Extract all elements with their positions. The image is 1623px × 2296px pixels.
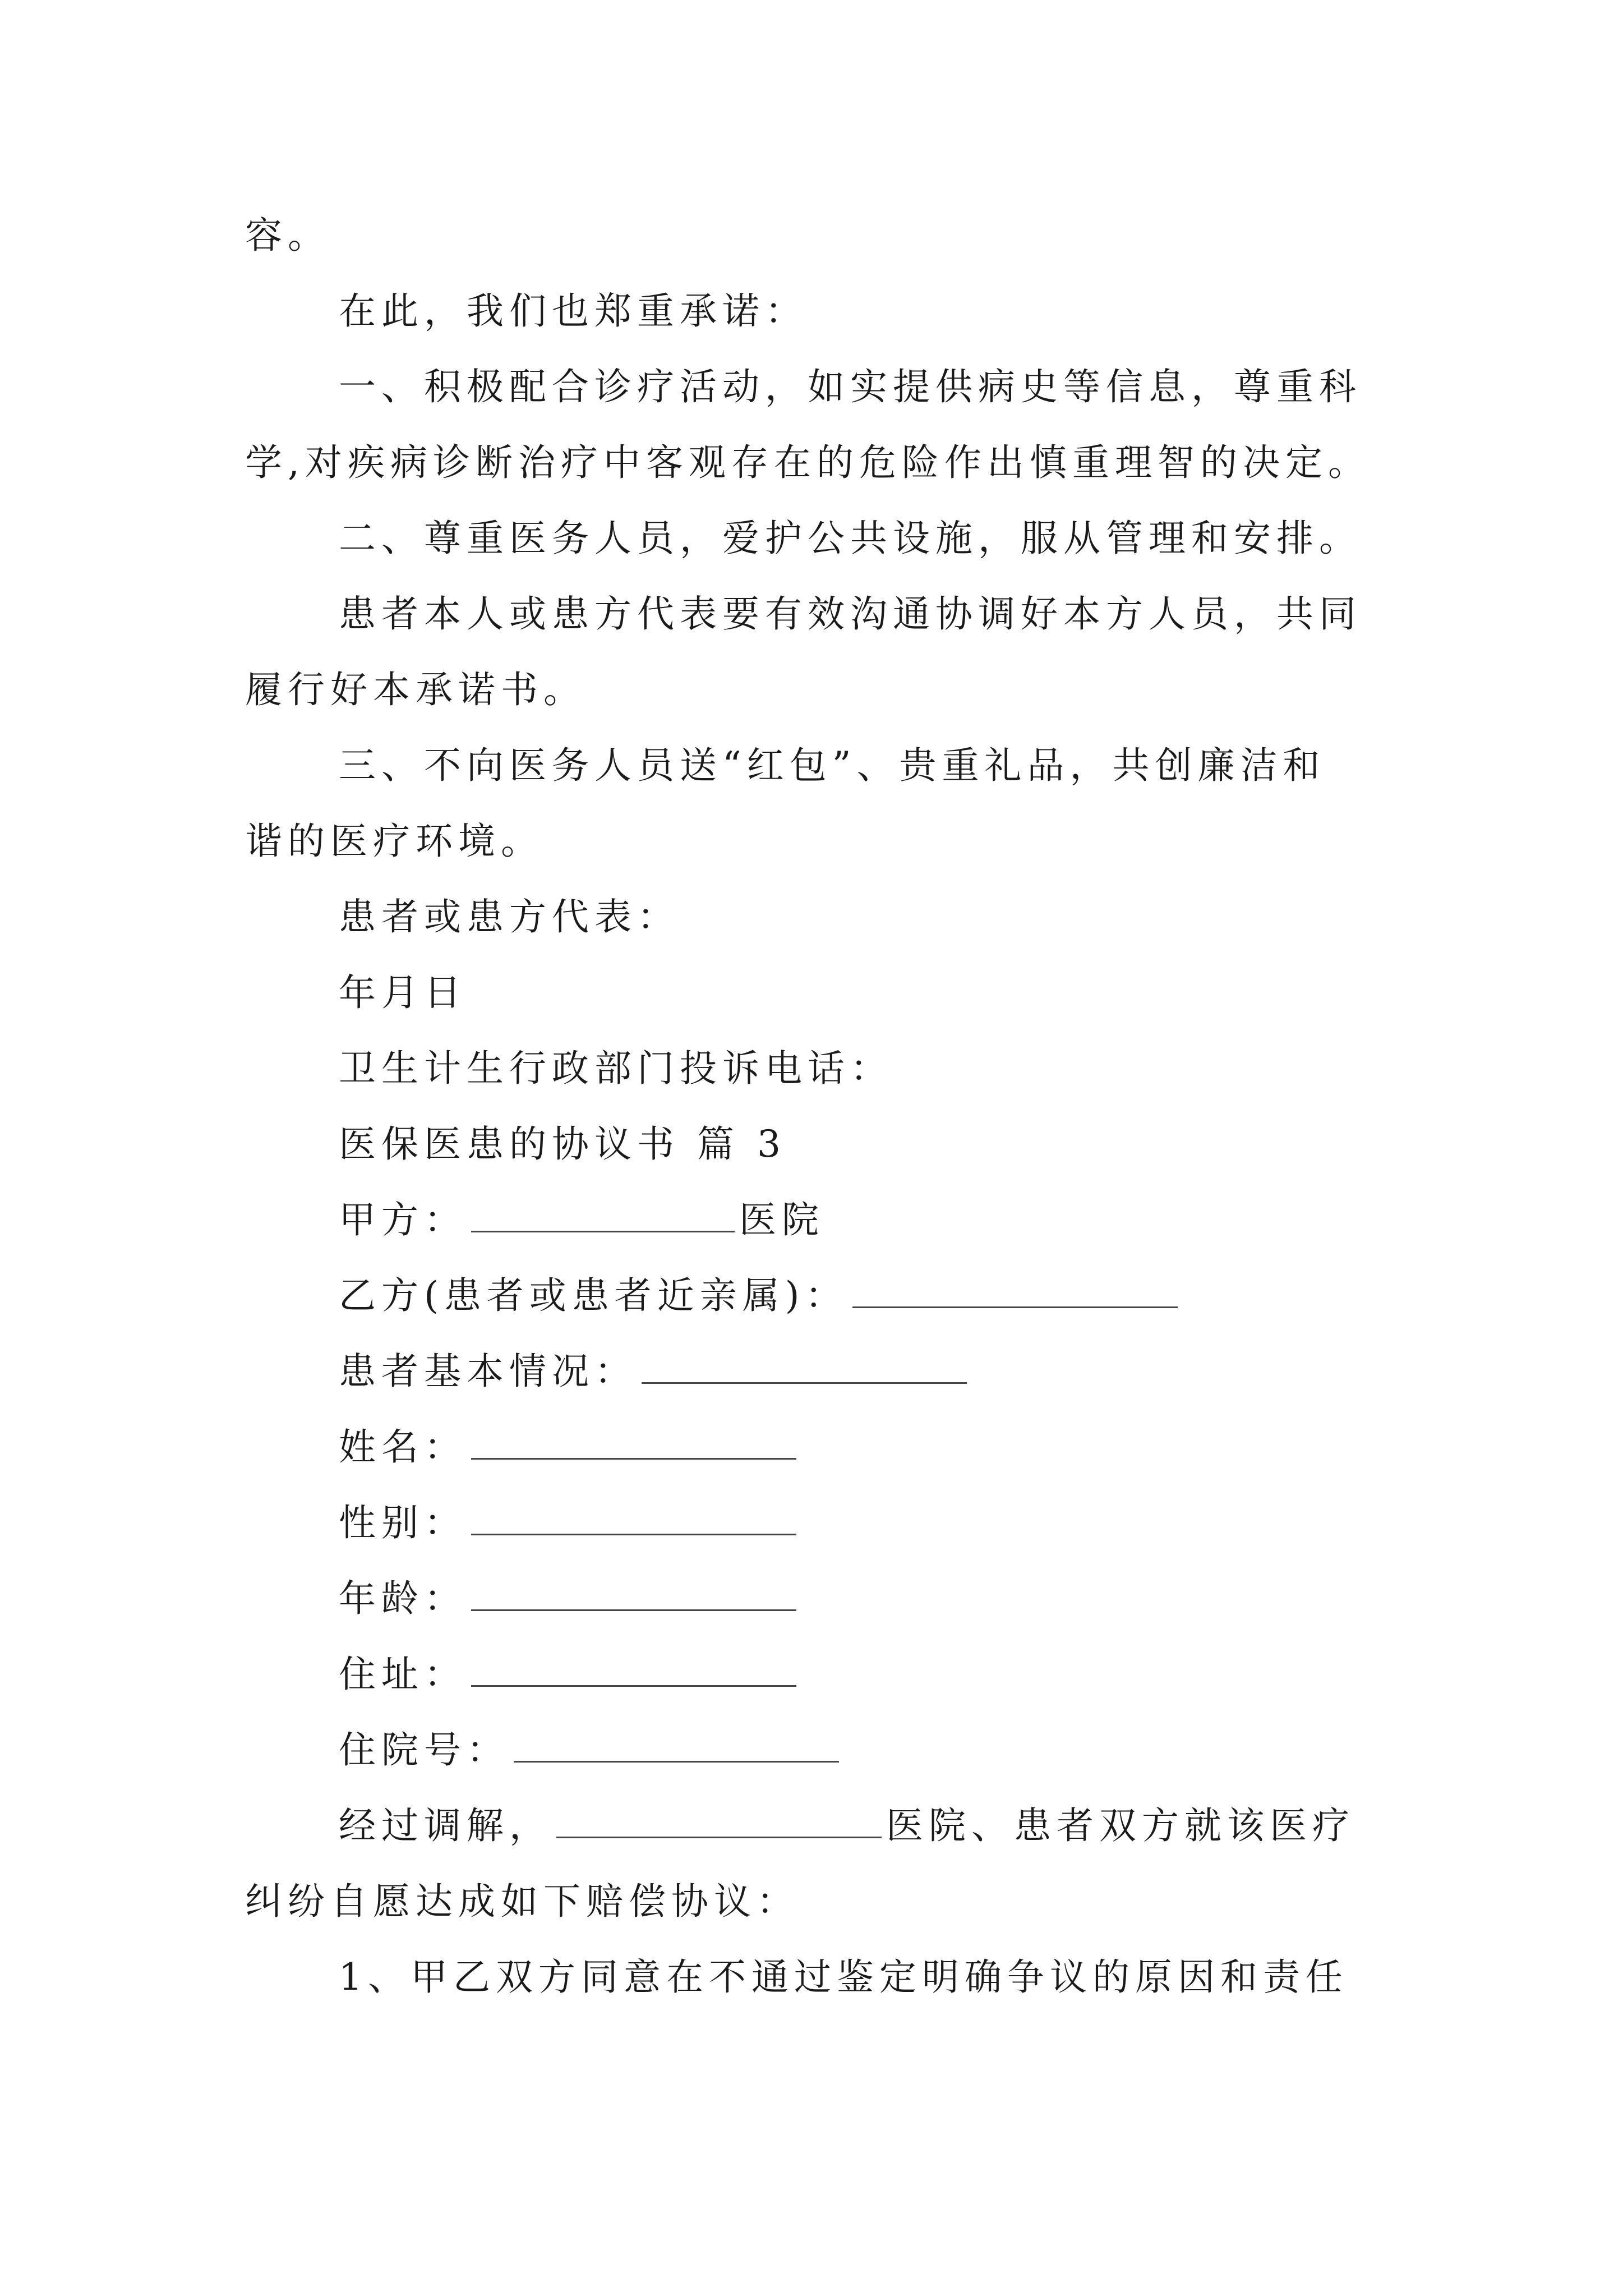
admission-no-blank[interactable] [514, 1727, 839, 1763]
paragraph-line: 谐的医疗环境。 [245, 820, 543, 863]
signature-label: 患者或患方代表： [339, 895, 680, 938]
section-title: 医保医患的协议书 篇 3 [339, 1122, 786, 1166]
party-a-suffix: 医院 [739, 1198, 824, 1241]
gender-blank[interactable] [471, 1500, 796, 1535]
paragraph-line: 纠纷自愿达成如下赔偿协议： [245, 1880, 799, 1923]
name-label: 姓名： [339, 1425, 467, 1469]
party-a-row [339, 1195, 824, 1245]
address-label: 住址： [339, 1653, 467, 1696]
admission-no-row [339, 1725, 843, 1775]
hospital-name-blank[interactable] [556, 1803, 882, 1838]
paragraph-line: 在此，我们也郑重承诺： [339, 289, 808, 333]
address-row [339, 1649, 801, 1700]
patient-info-blank[interactable] [642, 1349, 967, 1384]
party-b-row [339, 1271, 1182, 1321]
date-label: 年月日 [339, 971, 467, 1014]
paragraph-line: 三、不向医务人员送“红包”、贵重礼品，共创廉洁和 [339, 744, 1326, 787]
party-b-label: 乙方(患者或患者近亲属)： [339, 1274, 848, 1317]
name-row [339, 1422, 801, 1473]
gender-row [339, 1498, 801, 1548]
mediation-prefix: 经过调解， [339, 1804, 552, 1847]
gender-label: 性别： [339, 1501, 467, 1544]
mediation-row [339, 1801, 1355, 1851]
agreement-item-1: 1、甲乙双方同意在不通过鉴定明确争议的原因和责任 [339, 1955, 1348, 1999]
paragraph-line: 学,对疾病诊断治疗中客观存在的危险作出慎重理智的决定。 [245, 441, 1371, 484]
patient-info-label: 患者基本情况： [339, 1350, 637, 1393]
address-blank[interactable] [471, 1651, 796, 1687]
age-row [339, 1573, 801, 1624]
age-label: 年龄： [339, 1577, 467, 1620]
paragraph-line: 容。 [245, 214, 330, 257]
party-a-blank[interactable] [471, 1197, 735, 1232]
patient-info-row [339, 1346, 971, 1397]
age-blank[interactable] [471, 1576, 796, 1611]
party-b-blank[interactable] [852, 1273, 1178, 1308]
party-a-label: 甲方： [339, 1198, 467, 1241]
paragraph-line: 履行好本承诺书。 [245, 668, 586, 711]
paragraph-line: 二、尊重医务人员，爱护公共设施，服从管理和安排。 [339, 517, 1362, 560]
paragraph-line: 患者本人或患方代表要有效沟通协调好本方人员，共同 [339, 592, 1362, 636]
paragraph-line: 一、积极配合诊疗活动，如实提供病史等信息，尊重科 [339, 365, 1362, 408]
mediation-suffix: 医院、患者双方就该医疗 [886, 1804, 1355, 1847]
name-blank[interactable] [471, 1424, 796, 1460]
admission-no-label: 住院号： [339, 1728, 509, 1772]
complaint-phone-label: 卫生计生行政部门投诉电话： [339, 1047, 893, 1090]
